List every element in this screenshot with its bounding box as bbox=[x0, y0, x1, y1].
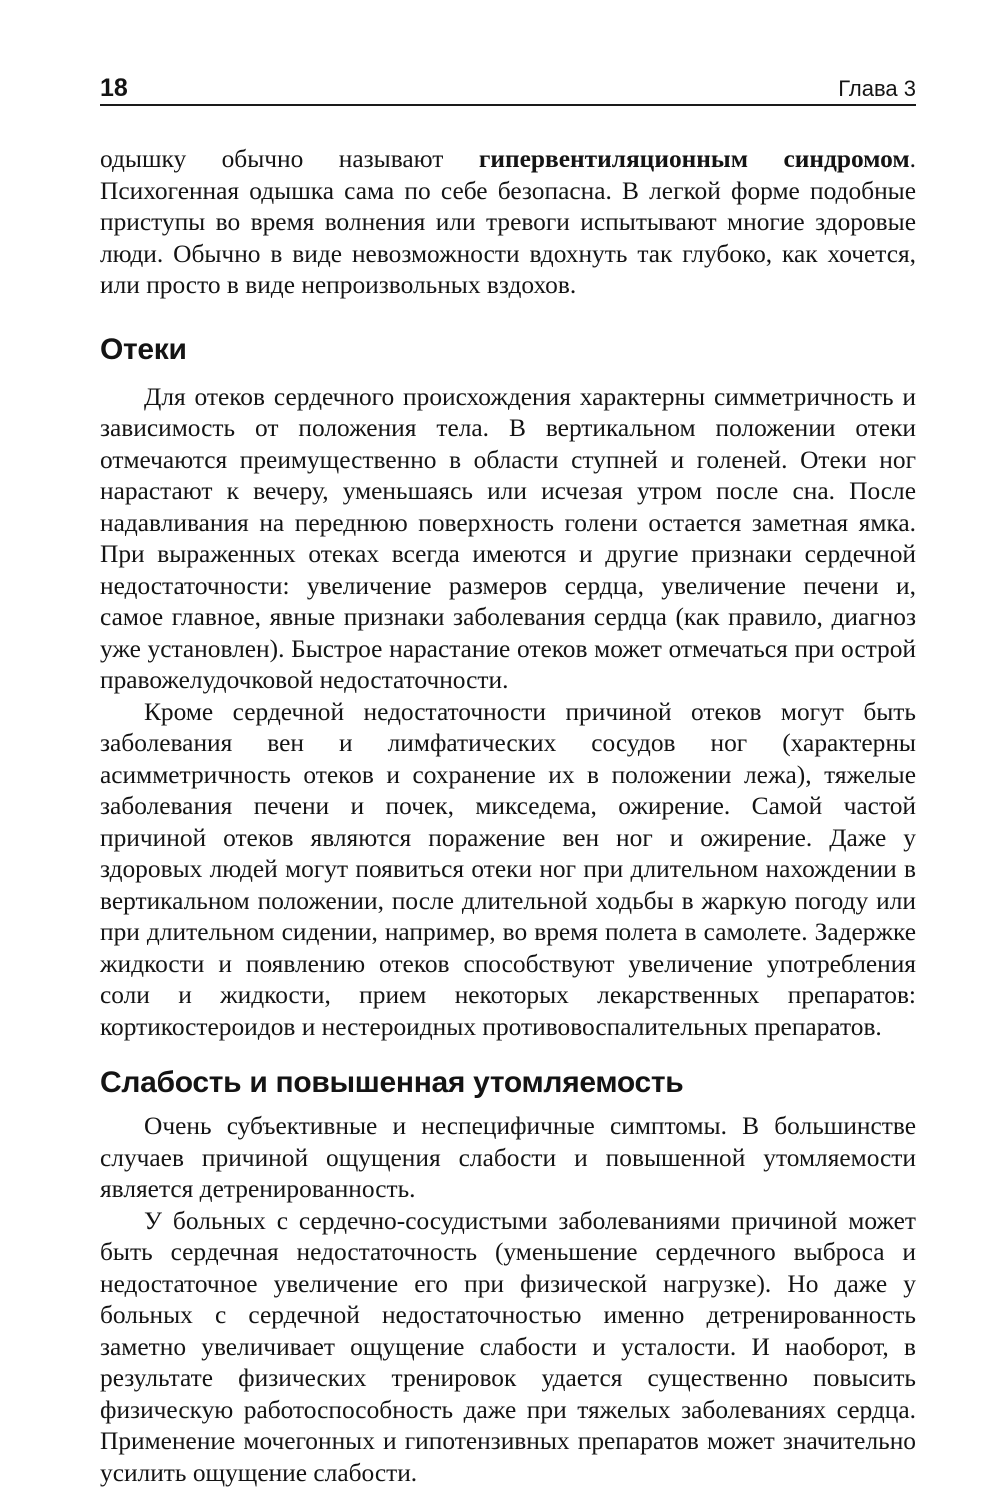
weakness-paragraph-1: Очень субъективные и неспецифичные симптомы. В большинстве случаев причиной ощущения слабости и повышенной утомляемости является детренированность. bbox=[100, 1112, 916, 1203]
section-heading-edema: Отеки bbox=[100, 332, 187, 366]
intro-rest: . Психогенная одышка сама по себе безопасна. В легкой форме подобные приступы во время волнения или тревоги испытывают многие здоровые люди. Обычно в виде невозможности вдохнуть так глубоко, как хочется, или просто в виде непроизвольных вздохов. bbox=[100, 145, 916, 299]
edema-paragraph-1: Для отеков сердечного происхождения характерны симметричность и зависимость от положения тела. В вертикальном положении отеки отмечаются преимущественно в области ступней и голеней. Отеки ног нарастают к вечеру, уменьшаясь или исчезая утром после сна. После надавливания на переднюю поверхность голени остается заметная ямка. При выраженных отеках всегда имеются и другие признаки сердечной недостаточности: увеличение размеров сердца, увеличение печени и, самое главное, явные признаки заболевания сердца (как правило, диагноз уже установлен). Быстрое нарастание отеков может отмечаться при острой правожелудочковой недостаточности. bbox=[100, 382, 916, 694]
edema-paragraph-2: Кроме сердечной недостаточности причиной отеков могут быть заболевания вен и лимфатических сосудов ног (характерны асимметричность отеков и сохранение их в положении лежа), тяжелые заболевания печени и почек, микседема, ожирение. Самой частой причиной отеков являются поражение вен ног и ожирение. Даже у здоровых людей могут появиться отеки ног при длительном нахождении в вертикальном положении, после длительной ходьбы в жаркую погоду или при длительном сидении, например, во время полета в самолете. Задержке жидкости и появлению отеков способствуют увеличение употребления соли и жидкости, прием некоторых лекарственных препаратов: кортикостероидов и нестероидных противовоспалительных препаратов. bbox=[100, 697, 916, 1041]
book-page bbox=[100, 72, 916, 1489]
weakness-paragraph-2: У больных с сердечно-сосудистыми заболеваниями причиной может быть сердечная недостаточность (уменьшение сердечного выброса и недостаточное увеличение его при физической нагрузке). Но даже у больных с сердечной недостаточностью именно детренированность заметно увеличивает ощущение слабости и усталости. И наоборот, в результате физических тренировок удается существенно повысить физическую работоспособность даже при тяжелых заболеваниях сердца. Применение мочегонных и гипотензивных препаратов может значительно усилить ощущение слабости. bbox=[100, 1206, 916, 1487]
intro-paragraph bbox=[100, 144, 916, 302]
section-heading-weakness: Слабость и повышенная утомляемость bbox=[100, 1066, 684, 1099]
page-number: 18 bbox=[100, 74, 128, 102]
chapter-label: Глава 3 bbox=[838, 76, 916, 101]
bold-term: гипервентиляционным синдромом bbox=[478, 145, 910, 173]
intro-lead: одышку обычно называют bbox=[100, 145, 479, 173]
running-header bbox=[100, 72, 916, 106]
